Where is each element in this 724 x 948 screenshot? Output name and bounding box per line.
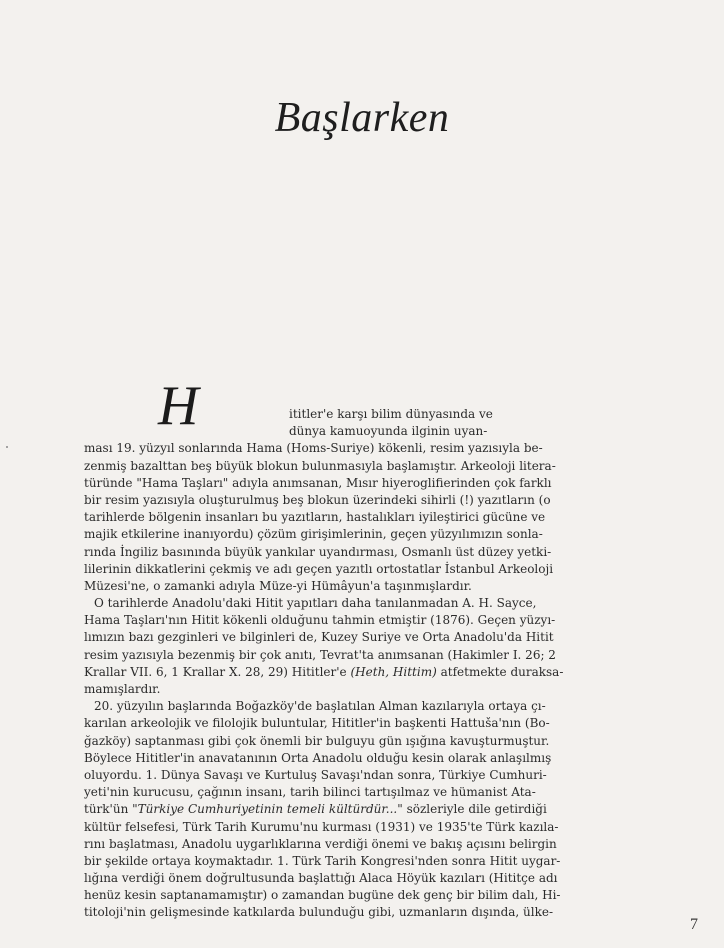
text-line: titoloji'nin gelişmesinde katkılarda bulunduğu gibi, uzmanların dışında, ülke- [84,905,554,920]
text-segment: sözleriyle dile getirdiği [406,802,547,817]
text-line: ğazköy) saptanması gibi çok önemli bir bulguyu gün ışığına kavuşturmuştur. [84,733,550,748]
italic-text: "Türkiye Cumhuriyetinin temeli kültürdür..." [132,802,403,817]
text-segment: atfetmekte duraksa- [440,664,564,679]
text-line [84,664,564,681]
text-segment: türk'ün [84,802,129,817]
text-line: yeti'nin kurucusu, çağının insanı, tarih bilinci tartışılmaz ve hümanist Ata- [84,785,536,800]
text-line: bir şekilde ortaya koymaktadır. 1. Türk Tarih Kongresi'nden sonra Hitit uygar- [84,853,561,868]
text-line: mamışlardır. [84,682,161,696]
text-line: Müzesi'ne, o zamanki adıyla Müze-yi Hümâyun'a taşınmışlardır. [84,578,472,593]
text-line: Hama Taşları'nın Hitit kökenli olduğunu tahmin etmiştir (1876). Geçen yüzyı- [84,613,556,628]
text-line: tarihlerde bölgenin insanları bu yazıtların, hastalıkları iyileştirici gücüne ve [84,510,546,525]
text-line: Böylece Hititler'in anavatanının Orta Anadolu olduğu kesin olarak anlaşılmış [84,750,552,765]
text-line: bir resim yazısıyla oluşturulmuş beş blokun üzerindeki sihirli (!) yazıtların (o [84,492,551,507]
text-line: henüz kesin saptanamamıştır) o zamandan bugüne dek genç bir bilim dalı, Hi- [84,888,561,903]
text-line: lilerinin dikkatlerini çekmiş ve adı geçen yazıtlı ortostatlar İstanbul Arkeoloji [84,561,554,576]
text-line [84,801,547,818]
page-number: 7 [690,916,698,933]
body-text [84,375,564,922]
text-line: dünya kamuoyunda ilginin uyan- [289,424,488,439]
italic-text: (Heth, Hittim) [350,664,437,679]
text-line: lımızın bazı gezginleri ve bilginleri de, Kuzey Suriye ve Orta Anadolu'da Hitit [84,630,554,645]
text-line: ması 19. yüzyıl sonlarında Hama (Homs-Suriye) kökenli, resim yazısıyla be- [84,441,543,456]
text-line: resim yazısıyla bezenmiş bir çok anıtı, Tevrat'ta anımsanan (Hakimler I. 26; 2 [84,647,556,662]
text-line: majik etkilerine inanıyordu) çözüm girişimlerinin, geçen yüzyılımızın sonla- [84,527,543,542]
text-line: türünde "Hama Taşları" adıyla anımsanan, Mısır hiyeroglifierinden çok farklı [84,475,552,490]
text-line: rında İngiliz basınında büyük yankılar uyandırması, Osmanlı üst düzey yetki- [84,544,552,559]
text-line: ititler'e karşı bilim dünyasında ve [289,407,493,421]
text-line: oluyordu. 1. Dünya Savaşı ve Kurtuluş Savaşı'ndan sonra, Türkiye Cumhuri- [84,767,547,782]
text-line: rını başlatması, Anadolu uygarlıklarına verdiği önemi ve bakış açısını belirgin [84,836,557,851]
text-line: kültür felsefesi, Türk Tarih Kurumu'nu kurması (1931) ve 1935'te Türk kazıla- [84,819,559,834]
text-line: lığına verdiği önem doğrultusunda başlattığı Alaca Höyük kazıları (Hititçe adı [84,871,558,886]
page-title: Başlarken [274,95,450,141]
text-line: 20. yüzyılın başlarında Boğazköy'de başlatılan Alman kazılarıyla ortaya çı- [94,699,546,714]
drop-cap: H [158,375,199,437]
text-segment: Krallar VII. 6, 1 Krallar X. 28, 29) Hititler'e [84,664,347,679]
text-line: O tarihlerde Anadolu'daki Hitit yapıtları daha tanılanmadan A. H. Sayce, [94,596,537,611]
paper-speck [6,446,8,448]
text-line: zenmiş bazalttan beş büyük blokun bulunmasıyla başlamıştır. Arkeoloji litera- [84,458,556,473]
text-line: karılan arkeolojik ve filolojik buluntular, Hititler'in başkenti Hattuša'nın (Bo- [84,716,550,731]
